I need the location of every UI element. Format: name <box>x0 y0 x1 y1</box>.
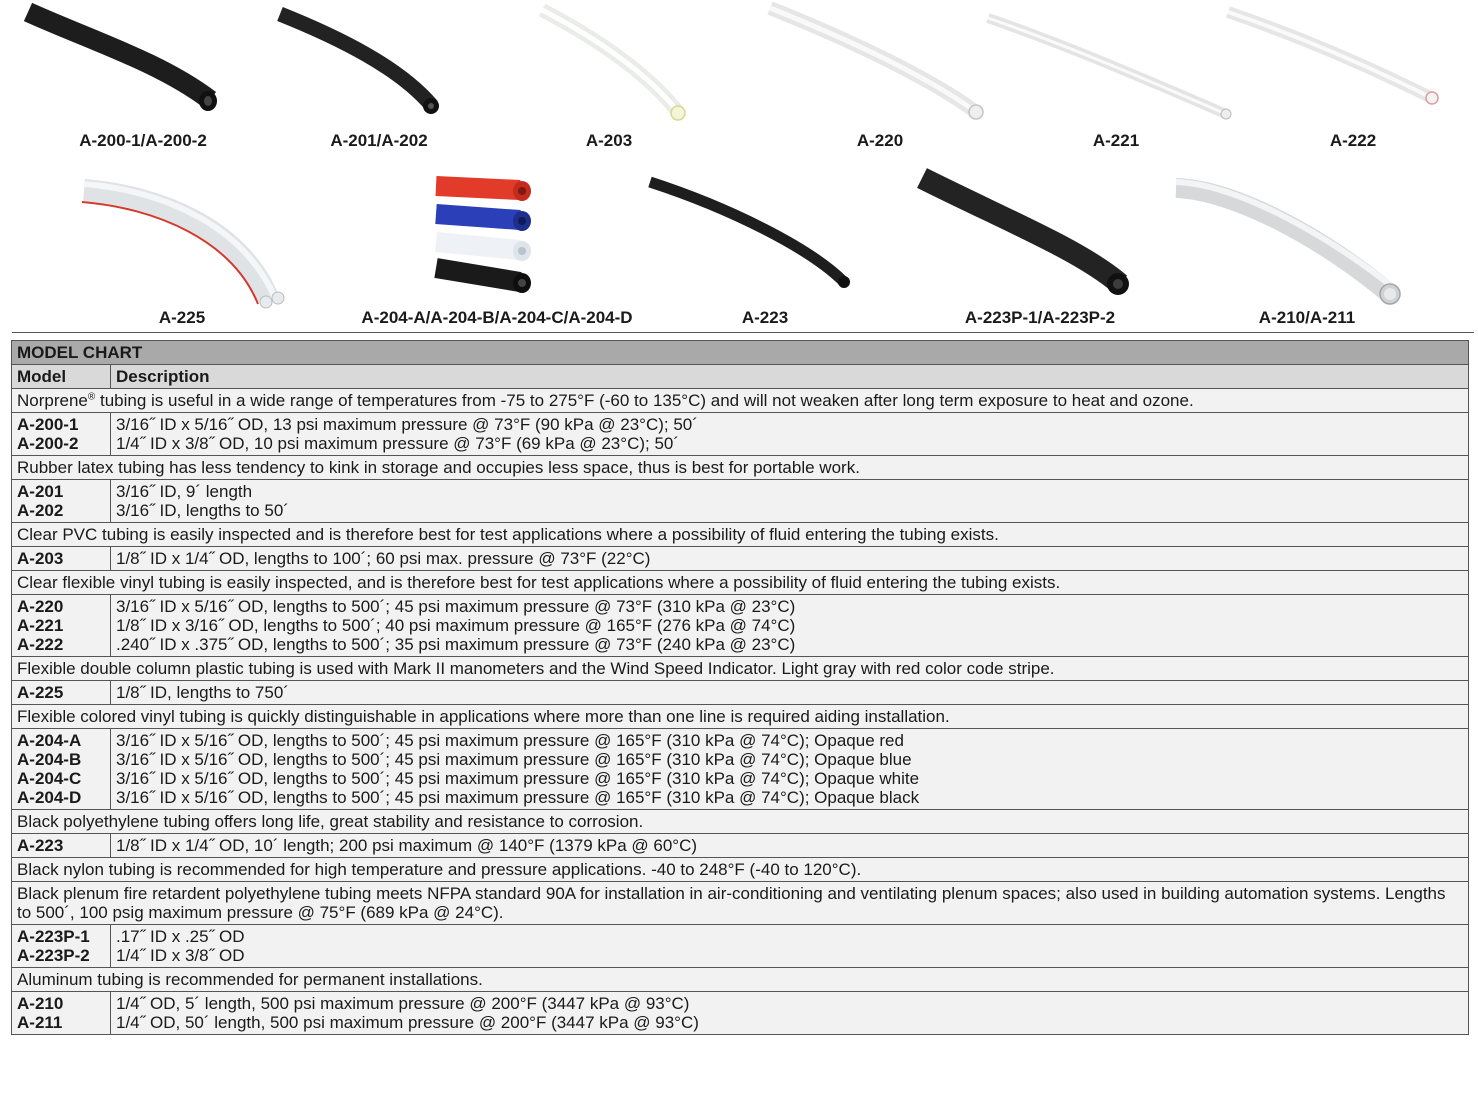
black-norprene-tube-image <box>0 0 240 130</box>
description-cell <box>111 925 1469 968</box>
description-cell <box>111 729 1469 810</box>
group-intro-clear-pvc: Clear PVC tubing is easily inspected and is therefore best for test applications where a possibility of fluid entering the tubing exists. <box>12 523 1469 547</box>
model-cell <box>12 595 111 657</box>
black-polyethylene-tube-image <box>640 170 870 300</box>
model-id: A-223P-2 <box>17 946 90 965</box>
caption-a-223p: A-223P-1/A-223P-2 <box>964 308 1116 327</box>
table-row <box>12 834 1469 858</box>
model-id: A-204-C <box>17 769 82 788</box>
group-intro-row <box>12 571 1469 595</box>
description-cell <box>111 595 1469 657</box>
tube-a-225-picture <box>70 170 300 310</box>
tube-a-200-picture <box>0 0 240 130</box>
description-line: 1/4˝ OD, 5´ length, 500 psi maximum pressure @ 200°F (3447 kPa @ 93°C) <box>116 994 690 1013</box>
table-row <box>12 681 1469 705</box>
model-id: A-222 <box>17 635 64 654</box>
model-id: A-210 <box>17 994 64 1013</box>
tube-a-222-picture <box>1220 0 1450 130</box>
double-column-tube-image <box>70 170 300 310</box>
description-line: 1/4˝ ID x 3/8˝ OD <box>116 946 245 965</box>
group-intro-latex: Rubber latex tubing has less tendency to kink in storage and occupies less space, thus is best for portable work. <box>12 456 1469 480</box>
tube-a-223p-picture <box>910 166 1150 306</box>
group-intro-row <box>12 882 1469 925</box>
model-cell <box>12 681 111 705</box>
model-id: A-201 <box>17 482 64 501</box>
model-chart-title: MODEL CHART <box>12 341 1469 365</box>
table-row <box>12 729 1469 810</box>
caption-a-220: A-220 <box>856 131 904 150</box>
model-id: A-204-A <box>17 731 82 750</box>
clear-vinyl-tube-image <box>760 0 990 130</box>
group-intro-clear-vinyl: Clear flexible vinyl tubing is easily inspected, and is therefore best for test applications where a possibility of fluid entering the tubing exists. <box>12 571 1469 595</box>
model-cell <box>12 729 111 810</box>
description-line: 3/16˝ ID, 9´ length <box>116 482 253 501</box>
black-latex-tube-image <box>260 0 460 130</box>
caption-a-223: A-223 <box>741 308 789 327</box>
description-cell <box>111 547 1469 571</box>
description-line: 3/16˝ ID x 5/16˝ OD, lengths to 500´; 45 psi maximum pressure @ 73°F (310 kPa @ 23°C) <box>116 597 796 616</box>
model-cell <box>12 413 111 456</box>
description-cell <box>111 413 1469 456</box>
model-id: A-211 <box>17 1013 63 1032</box>
caption-a-225: A-225 <box>158 308 206 327</box>
description-line: .17˝ ID x .25˝ OD <box>116 927 245 946</box>
model-id: A-221 <box>17 616 64 635</box>
description-line: .240˝ ID x .375˝ OD, lengths to 500´; 35 psi maximum pressure @ 73°F (240 kPa @ 23°C) <box>116 635 796 654</box>
tube-a-210-picture <box>1166 170 1416 310</box>
description-cell <box>111 681 1469 705</box>
description-line: 1/4˝ OD, 50´ length, 500 psi maximum pressure @ 200°F (3447 kPa @ 93°C) <box>116 1013 699 1032</box>
column-header-model: Model <box>12 365 111 389</box>
group-intro-row <box>12 523 1469 547</box>
tube-a-223-picture <box>640 170 870 300</box>
table-row <box>12 925 1469 968</box>
model-id: A-200-1 <box>17 415 79 434</box>
model-cell <box>12 547 111 571</box>
tube-a-221-picture <box>980 0 1240 130</box>
column-headers <box>12 365 1469 389</box>
description-line: 3/16˝ ID x 5/16˝ OD, lengths to 500´; 45 psi maximum pressure @ 165°F (310 kPa @ 74°C); Opaque red <box>116 731 904 750</box>
description-line: 3/16˝ ID, lengths to 50´ <box>116 501 289 520</box>
group-intro-black-nylon: Black nylon tubing is recommended for high temperature and pressure applications. -40 to 248°F (-40 to 120°C). <box>12 858 1469 882</box>
group-intro-row <box>12 389 1469 413</box>
group-intro-black-plenum: Black plenum fire retardent polyethylene tubing meets NFPA standard 90A for installation in air-conditioning and ventilating plenum spaces; also used in building automation systems. Lengths to 500´, 100 psig maximum pressure @ 75°F (689 kPa @ 24°C). <box>12 882 1469 925</box>
group-intro-row <box>12 657 1469 681</box>
table-row <box>12 992 1469 1035</box>
caption-a-221: A-221 <box>1092 131 1140 150</box>
description-line: 3/16˝ ID x 5/16˝ OD, lengths to 500´; 45 psi maximum pressure @ 165°F (310 kPa @ 74°C); Opaque black <box>116 788 920 807</box>
model-id: A-225 <box>17 683 64 702</box>
model-cell <box>12 992 111 1035</box>
caption-a-201: A-201/A-202 <box>330 131 428 150</box>
description-line: 3/16˝ ID x 5/16˝ OD, lengths to 500´; 45 psi maximum pressure @ 165°F (310 kPa @ 74°C); Opaque white <box>116 769 920 788</box>
model-id: A-204-D <box>17 788 82 807</box>
description-line: 1/4˝ ID x 3/8˝ OD, 10 psi maximum pressure @ 73°F (69 kPa @ 23°C); 50´ <box>116 434 680 453</box>
group-intro-row <box>12 810 1469 834</box>
model-id: A-202 <box>17 501 64 520</box>
column-header-description: Description <box>111 365 1469 389</box>
description-line: 3/16˝ ID x 5/16˝ OD, 13 psi maximum pressure @ 73°F (90 kPa @ 23°C); 50´ <box>116 415 698 434</box>
description-line: 3/16˝ ID x 5/16˝ OD, lengths to 500´; 45 psi maximum pressure @ 165°F (310 kPa @ 74°C); Opaque blue <box>116 750 912 769</box>
clear-pvc-tube-image <box>530 0 700 130</box>
caption-a-200: A-200-1/A-200-2 <box>79 131 207 150</box>
caption-a-203: A-203 <box>585 131 633 150</box>
model-id: A-203 <box>17 549 64 568</box>
model-cell <box>12 925 111 968</box>
colored-vinyl-tubes-image <box>436 158 546 298</box>
description-line: 1/8˝ ID x 1/4˝ OD, lengths to 100´; 60 psi max. pressure @ 73°F (22°C) <box>116 549 651 568</box>
model-id: A-204-B <box>17 750 82 769</box>
model-id: A-223 <box>17 836 64 855</box>
section-divider <box>12 332 1474 333</box>
description-cell <box>111 834 1469 858</box>
table-row <box>12 547 1469 571</box>
description-cell <box>111 992 1469 1035</box>
table-row <box>12 595 1469 657</box>
caption-a-210: A-210/A-211 <box>1258 308 1356 327</box>
group-intro-row <box>12 858 1469 882</box>
black-plenum-tube-image <box>910 166 1150 306</box>
group-intro-double-column: Flexible double column plastic tubing is used with Mark II manometers and the Wind Speed Indicator. Light gray with red color code stripe. <box>12 657 1469 681</box>
description-line: 1/8˝ ID x 3/16˝ OD, lengths to 500´; 40 psi maximum pressure @ 165°F (276 kPa @ 74°C) <box>116 616 796 635</box>
tube-a-220-picture <box>760 0 990 130</box>
model-cell <box>12 480 111 523</box>
tube-a-203-picture <box>530 0 700 130</box>
tube-a-201-picture <box>260 0 460 130</box>
group-intro-colored-vinyl: Flexible colored vinyl tubing is quickly distinguishable in applications where more than one line is required aiding installation. <box>12 705 1469 729</box>
clear-vinyl-striped-tube-image <box>1220 0 1450 130</box>
group-intro-aluminum: Aluminum tubing is recommended for permanent installations. <box>12 968 1469 992</box>
model-cell <box>12 834 111 858</box>
caption-a-222: A-222 <box>1329 131 1377 150</box>
caption-a-204: A-204-A/A-204-B/A-204-C/A-204-D <box>361 308 633 327</box>
model-chart-header <box>12 341 1469 365</box>
group-intro-row <box>12 456 1469 480</box>
tube-a-204-picture <box>436 158 546 298</box>
description-line: 1/8˝ ID x 1/4˝ OD, 10´ length; 200 psi maximum @ 140°F (1379 kPa @ 60°C) <box>116 836 698 855</box>
description-cell <box>111 480 1469 523</box>
group-intro-black-polyethylene: Black polyethylene tubing offers long life, great stability and resistance to corrosion. <box>12 810 1469 834</box>
table-row <box>12 480 1469 523</box>
model-id: A-223P-1 <box>17 927 90 946</box>
group-intro-row <box>12 705 1469 729</box>
group-intro-row <box>12 968 1469 992</box>
model-chart-table <box>11 340 1469 1035</box>
clear-vinyl-thin-tube-image <box>980 0 1240 130</box>
model-id: A-200-2 <box>17 434 79 453</box>
description-line: 1/8˝ ID, lengths to 750´ <box>116 683 289 702</box>
model-id: A-220 <box>17 597 64 616</box>
group-intro-norprene: Norprene® tubing is useful in a wide range of temperatures from -75 to 275°F (-60 to 135°C) and will not weaken after long term exposure to heat and ozone. <box>12 389 1469 413</box>
aluminum-tube-image <box>1166 170 1416 310</box>
table-row <box>12 413 1469 456</box>
